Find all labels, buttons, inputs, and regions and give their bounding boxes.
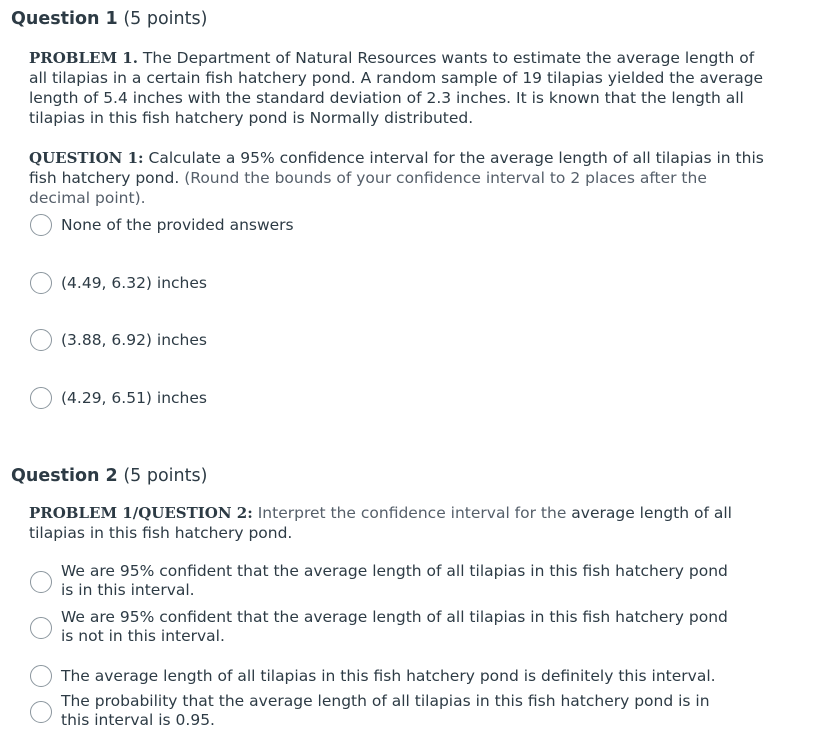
answer-label: We are 95% confident that the average length of all tilapias in this fish hatchery pond is not in this interval. xyxy=(61,608,728,645)
answer-option[interactable] xyxy=(30,562,741,600)
question-points: (5 points) xyxy=(123,466,208,486)
question-body-part1: Interpret the confidence interval for the xyxy=(257,504,567,522)
answer-option[interactable] xyxy=(30,214,741,236)
answer-label: The average length of all tilapias in this fish hatchery pond is definitely this interval. xyxy=(61,667,716,685)
answer-option[interactable] xyxy=(30,387,741,409)
radio-button[interactable] xyxy=(30,329,52,351)
radio-button[interactable] xyxy=(30,665,52,687)
answer-option[interactable] xyxy=(30,692,741,730)
answer-option[interactable] xyxy=(30,665,741,687)
answer-label: (4.29, 6.51) inches xyxy=(61,389,207,407)
answer-label: (4.49, 6.32) inches xyxy=(61,274,207,292)
answer-option[interactable] xyxy=(30,329,741,351)
answer-label: The probability that the average length of all tilapias in this fish hatchery pond is in this interval is 0.95. xyxy=(61,692,710,729)
question-points: (5 points) xyxy=(123,9,208,29)
answer-label: None of the provided answers xyxy=(61,216,294,234)
problem-heading: PROBLEM 1. xyxy=(29,49,138,67)
answer-label: (3.88, 6.92) inches xyxy=(61,331,207,349)
question-body: Calculate a 95% confidence interval for the average length of all tilapias in this fish hatchery pond. xyxy=(29,149,764,187)
question-body-part2: average length of all tilapias in this fish hatchery pond. xyxy=(29,504,732,542)
radio-button[interactable] xyxy=(30,571,52,593)
question-note: (Round the bounds of your confidence interval to 2 places after the decimal point). xyxy=(29,169,707,207)
radio-button[interactable] xyxy=(30,272,52,294)
question-1-prompt xyxy=(29,148,769,208)
answer-label: We are 95% confident that the average length of all tilapias in this fish hatchery pond is in this interval. xyxy=(61,562,728,599)
problem-body: The Department of Natural Resources wants to estimate the average length of all tilapias in a certain fish hatchery pond. A random sample of 19 tilapias yielded the average length of 5.4 inches with the standard deviation of 2.3 inches. It is known that the length all tilapias in this fish hatchery pond is Normally distributed. xyxy=(29,49,764,127)
question-2-title xyxy=(11,466,207,486)
question-name: Question 2 xyxy=(11,466,118,486)
answer-option[interactable] xyxy=(30,272,741,294)
radio-button[interactable] xyxy=(30,387,52,409)
answer-option[interactable] xyxy=(30,608,741,646)
question-heading: PROBLEM 1/QUESTION 2: xyxy=(29,504,253,522)
question-1-title xyxy=(11,9,207,29)
question-name: Question 1 xyxy=(11,9,118,29)
radio-button[interactable] xyxy=(30,701,52,723)
radio-button[interactable] xyxy=(30,617,52,639)
question-heading: QUESTION 1: xyxy=(29,149,144,167)
radio-button[interactable] xyxy=(30,214,52,236)
problem-1-text xyxy=(29,48,769,128)
question-2-prompt xyxy=(29,503,769,543)
